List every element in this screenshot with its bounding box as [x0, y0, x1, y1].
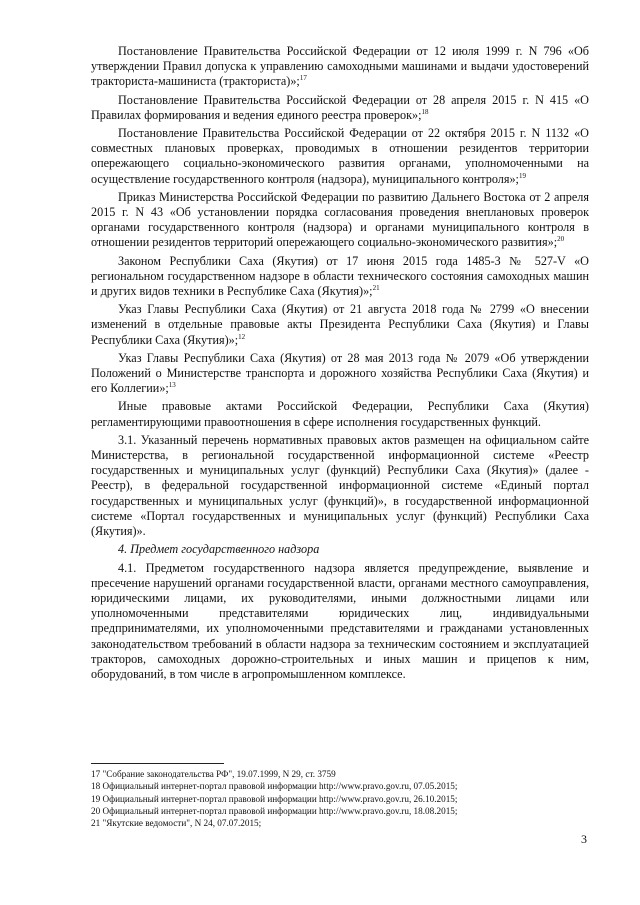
paragraph-decree-1132: Постановление Правительства Российской Федерации от 22 октября 2015 г. N 1132 «О совместных плановых проверках, проводимых в отношении резидентов территории опережающего социально-экономического развития органами, уполномоченными на осуществление государственного контроля (надзора), муниципального контроля»;$^{19}$	[91, 126, 589, 186]
footnote-18: 18 Официальный интернет-портал правовой информации http://www.pravo.gov.ru, 07.05.2015;	[91, 781, 458, 792]
footnotes	[91, 763, 589, 829]
section-heading: 4. Предмет государственного надзора	[118, 542, 320, 557]
document-body	[91, 44, 589, 685]
page-number: 3	[581, 832, 587, 846]
footnote-17: 17 "Собрание законодательства РФ", 19.07.1999, N 29, ст. 3759	[91, 769, 336, 779]
paragraph-decree-796: Постановление Правительства Российской Федерации от 12 июля 1999 г. N 796 «Об утверждении Правил допуска к управлению самоходными машинами и выдачи удостоверений тракториста-машиниста (тракториста)»;$^{17}$	[91, 44, 589, 89]
paragraph-decree-2799: Указ Главы Республики Саха (Якутия) от 21 августа 2018 года № 2799 «О внесении изменений в отдельные правовые акты Президента Республики Саха (Якутия) и Главы Республики Саха (Якутия)»;$^{12}$	[91, 302, 589, 347]
footnote-19: 19 Официальный интернет-портал правовой информации http://www.pravo.gov.ru, 26.10.2015;	[91, 793, 458, 804]
footnote-21: 21 "Якутские ведомости", N 24, 07.07.2015;	[91, 818, 262, 829]
footnote-ref: 19	[518, 171, 526, 180]
footnote-divider	[91, 763, 224, 764]
paragraph-decree-2079: Указ Главы Республики Саха (Якутия) от 28 мая 2013 года № 2079 «Об утверждении Положений о Министерстве транспорта и дорожного хозяйства Республики Саха (Якутия) и его Коллегии»;$^{13}$	[91, 350, 589, 396]
footnote-ref: 21	[372, 284, 380, 293]
footnote-ref: 13	[168, 381, 176, 390]
footnote-ref: 18	[421, 107, 429, 116]
footnote-ref: 12	[238, 332, 246, 341]
paragraph-order-43: Приказ Министерства Российской Федерации по развитию Дальнего Востока от 2 апреля 2015 г. N 43 «Об установлении порядка согласования проведения внеплановых проверок органами государственного контроля (надзора) и органами муниципального контроля в отношении резидентов территорий опережающего социально-экономического развития»;$^{20}$	[91, 189, 589, 250]
paragraph-law-1485: Законом Республики Саха (Якутия) от 17 июня 2015 года 1485-З № 527-V «О региональном государственном надзоре в области технического состояния самоходных машин и других видов техники в Республике Саха (Якутия)»;$^{21}$	[91, 253, 589, 299]
footnote-20: 20 Официальный интернет-портал правовой информации http://www.pravo.gov.ru, 18.08.2015;	[91, 805, 458, 816]
paragraph-other-acts: Иные правовые актами Российской Федерации, Республики Саха (Якутия) регламентирующими правоотношения в сфере исполнения государственных функций.	[91, 399, 589, 429]
paragraph-decree-415: Постановление Правительства Российской Федерации от 28 апреля 2015 г. N 415 «О Правилах формирования и ведения единого реестра проверок»;$^{18}$	[91, 92, 589, 122]
paragraph-4-1: 4.1. Предметом государственного надзора является предупреждение, выявление и пресечение нарушений органами государственной власти, органами местного самоуправления, юридическими лицами, их руководителями, иными должностными лицами или уполномоченными представителями юридических лиц, индивидуальными предпринимателями, их уполномоченными представителями и гражданами установленных законодательством требований в области надзора за техническим состоянием и эксплуатацией тракторов, самоходных дорожно-строительных и иных машин и прицепов к ним, оборудований, в том числе в агропромышленном комплексе.	[91, 560, 589, 681]
footnote-ref: 20	[557, 235, 565, 244]
footnote-ref: 17	[299, 74, 307, 83]
paragraph-3-1: 3.1. Указанный перечень нормативных правовых актов размещен на официальном сайте Министерства, в региональной государственной информационной системе «Реестр государственных и муниципальных услуг (функций) Республики Саха (Якутия)» (далее - Реестр), в федеральной государственной информационной системе «Единый портал государственных и муниципальных услуг (функций)», в государственной информационной системе «Портал государственных и муниципальных услуг (функций) Республики Саха (Якутия)».	[91, 432, 589, 539]
